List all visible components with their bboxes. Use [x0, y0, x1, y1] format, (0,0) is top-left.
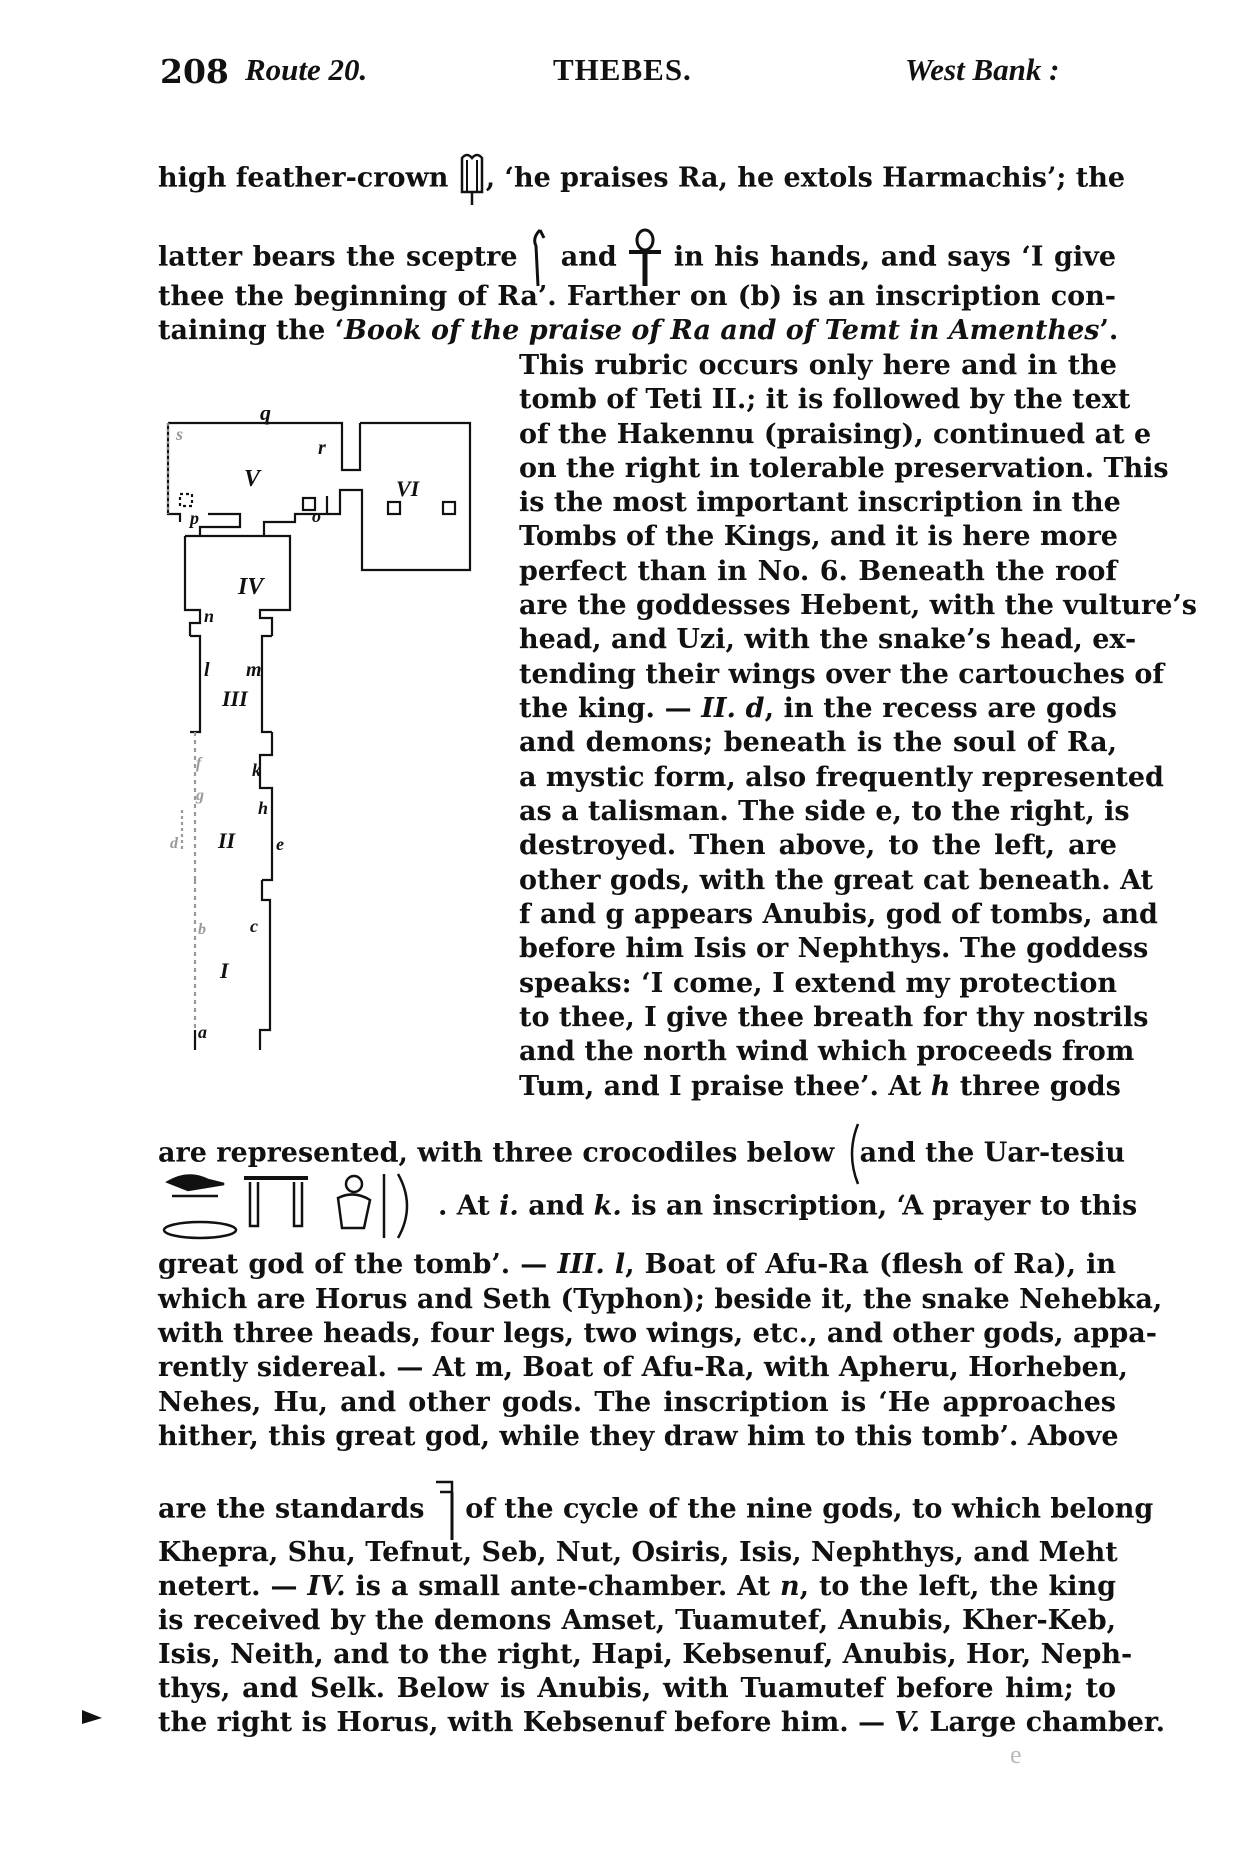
plan-label-s: s [176, 424, 184, 444]
ankh-hieroglyph-icon [627, 228, 663, 288]
plan-label-III: III [222, 686, 248, 711]
text-line-3: thee the beginning of Ra’. Farther on (b) is an inscription con- [158, 281, 1116, 312]
text-line-p14: thys, and Selk. Below is Anubis, with Tuamutef before him; to [158, 1673, 1116, 1704]
plan-label-c: c [250, 916, 258, 936]
column-line-17: f and g appears Anubis, god of tombs, and [519, 899, 1158, 930]
section-label: West Bank : [905, 52, 1060, 87]
column-line-15: destroyed. Then above, to the left, are [519, 830, 1117, 861]
uar-tesiu-hieroglyph-icon [158, 1168, 438, 1246]
tomb-plan-diagram [160, 410, 490, 1060]
feather-crown-hieroglyph-icon [458, 152, 486, 206]
plan-label-h: h [258, 798, 269, 818]
plan-label-k: k [252, 760, 261, 780]
column-line-1: This rubric occurs only here and in the [519, 350, 1117, 381]
plan-label-f: f [196, 755, 202, 772]
column-line-3: of the Hakennu (praising), continued at e [519, 419, 1152, 450]
page-number: 208 [160, 52, 229, 91]
plan-label-r: r [318, 437, 326, 459]
plan-label-d: d [170, 835, 178, 852]
text-line-1: high feather-crown , ‘he praises Ra, he extols Harmachis’; the [158, 152, 1116, 206]
column-line-10: tending their wings over the cartouches of [519, 659, 1165, 690]
text-line-p1: are represented, with three crocodiles below and the Uar-tesiu [158, 1122, 1116, 1186]
text-line-p13: Isis, Neith, and to the right, Hapi, Kebsenuf, Anubis, Hor, Neph- [158, 1639, 1133, 1670]
page-title: THEBES. [553, 52, 692, 87]
text-line-p10: Khepra, Shu, Tefnut, Seb, Nut, Osiris, Isis, Nephthys, and Meht [158, 1537, 1118, 1568]
route-label: Route 20. [245, 52, 368, 87]
column-line-7: perfect than in No. 6. Beneath the roof [519, 556, 1117, 587]
column-line-16: other gods, with the great cat beneath. At [519, 865, 1154, 896]
plan-label-II: II [218, 828, 236, 853]
footer-mark: e [1010, 1740, 1022, 1769]
column-line-2: tomb of Teti II.; it is followed by the text [519, 384, 1131, 415]
text-line-p2: . At i. and k. is an inscription, ‘A prayer to this [158, 1168, 1116, 1246]
plan-label-l: l [204, 659, 210, 681]
text-line-p8: hither, this great god, while they draw him to this tomb’. Above [158, 1421, 1119, 1452]
column-line-13: a mystic form, also frequently represented [519, 762, 1164, 793]
plan-label-o: o [312, 506, 321, 526]
text-line-p3: great god of the tomb’. — III. l, Boat of Afu-Ra (flesh of Ra), in [158, 1249, 1117, 1280]
text-line-p5: with three heads, four legs, two wings, etc., and other gods, appa- [158, 1318, 1157, 1349]
column-line-22: Tum, and I praise thee’. At h three gods [519, 1071, 1121, 1102]
plan-label-n: n [204, 606, 215, 626]
column-line-11: the king. — II. d, in the recess are gods [519, 693, 1117, 724]
plan-label-V: V [244, 466, 261, 492]
plan-label-I: I [220, 958, 229, 983]
text-line-p6: rently sidereal. — At m, Boat of Afu-Ra, with Apheru, Horheben, [158, 1352, 1128, 1383]
plan-label-q: q [260, 410, 271, 425]
text-line-p11: netert. — IV. is a small ante-chamber. At n, to the left, the king [158, 1571, 1116, 1602]
text-line-p4: which are Horus and Seth (Typhon); beside it, the snake Nehebka, [158, 1284, 1163, 1315]
margin-arrow-icon [80, 1708, 104, 1726]
column-line-18: before him Isis or Nephthys. The goddess [519, 933, 1149, 964]
plan-label-p: p [190, 508, 199, 528]
plan-label-e: e [276, 834, 284, 854]
text-line-p12: is received by the demons Amset, Tuamutef, Anubis, Kher-Keb, [158, 1605, 1116, 1636]
text-line-p9: are the standards of the cycle of the nine gods, to which belong [158, 1478, 1116, 1542]
column-line-6: Tombs of the Kings, and it is here more [519, 521, 1118, 552]
column-line-9: head, and Uzi, with the snake’s head, ex- [519, 624, 1137, 655]
text-line-4: taining the ‘Book of the praise of Ra and of Temt in Amenthes’. [158, 315, 1119, 346]
plan-label-b: b [198, 921, 206, 938]
column-line-5: is the most important inscription in the [519, 487, 1121, 518]
text-line-2: latter bears the sceptre and in his hands, and says ‘I give [158, 228, 1116, 288]
plan-label-a: a [198, 1022, 207, 1042]
column-line-20: to thee, I give thee breath for thy nostrils [519, 1002, 1149, 1033]
plan-label-g: g [196, 787, 204, 804]
column-line-19: speaks: ‘I come, I extend my protection [519, 968, 1117, 999]
plan-label-VI: VI [396, 476, 420, 501]
sceptre-hieroglyph-icon [528, 228, 550, 288]
text-line-p7: Nehes, Hu, and other gods. The inscription is ‘He approaches [158, 1387, 1116, 1418]
column-line-12: and demons; beneath is the soul of Ra, [519, 727, 1117, 758]
column-line-8: are the goddesses Hebent, with the vulture’s [519, 590, 1197, 621]
standard-hieroglyph-icon [434, 1478, 456, 1542]
plan-label-m: m [246, 659, 262, 681]
column-line-4: on the right in tolerable preservation. This [519, 453, 1169, 484]
plan-label-IV: IV [238, 574, 264, 600]
column-line-21: and the north wind which proceeds from [519, 1036, 1135, 1067]
text-line-p15: the right is Horus, with Kebsenuf before him. — V. Large chamber. [158, 1707, 1166, 1738]
column-line-14: as a talisman. The side e, to the right, is [519, 796, 1130, 827]
